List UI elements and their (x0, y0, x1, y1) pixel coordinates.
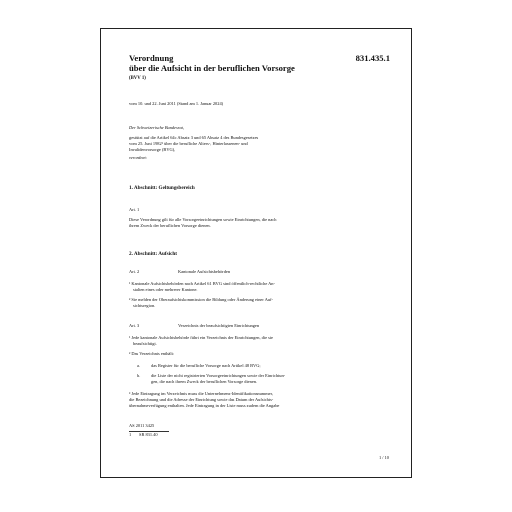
date-line: vom 10. und 22. Juni 2011 (Stand am 1. Januar 2024) (129, 101, 224, 106)
document-title-line1: Verordnung (129, 53, 174, 63)
preamble-basis-line3: Invalidenvorsorge (BVG), (129, 147, 176, 152)
preamble-verb: verordnet: (129, 155, 148, 160)
art3-p3-line1: ³ Jede Eintragung im Verzeichnis muss die Unternehmens-Identifikationsnummer, (129, 391, 273, 396)
footnote-text: SR 831.40 (139, 432, 158, 437)
art3-p1-line2: beaufsichtigt. (133, 341, 157, 346)
art2-p2-line1: ² Sie melden der Oberaufsichtskommission die Bildung oder Änderung einer Auf- (129, 297, 273, 302)
as-reference: AS 2011 3425 (129, 423, 155, 428)
document-title-line2: über die Aufsicht in der beruflichen Vorsorge (129, 63, 295, 73)
document-page (100, 28, 412, 478)
art3-p3-line2: die Bezeichnung und die Adresse der Einrichtung sowie das Datum der Aufsichts- (129, 397, 274, 402)
art2-p1-line1: ¹ Kantonale Aufsichtsbehörden nach Artikel 61 BVG sind öffentlich-rechtliche An- (129, 281, 275, 286)
preamble-basis-line1: gestützt auf die Artikel 64c Absatz 3 und 65 Absatz 4 des Bundesgesetzes (129, 135, 259, 140)
art1-line1: Diese Verordnung gilt für alle Vorsorgeeinrichtungen sowie Einrichtungen, die nach (129, 217, 277, 222)
art3-b-line1: die Liste der nicht registrierten Vorsorgeeinrichtungen sowie der Einrichtun- (151, 373, 286, 378)
section2-heading: 2. Abschnitt: Aufsicht (129, 251, 177, 257)
art3-p1-line1: ¹ Jede kantonale Aufsichtsbehörde führt ein Verzeichnis der Einrichtungen, die sie (129, 335, 274, 340)
art1-line2: ihrem Zweck der beruflichen Vorsorge dienen. (129, 223, 211, 228)
preamble-authority: Der Schweizerische Bundesrat, (129, 125, 184, 130)
art3-a-text: das Register für die berufliche Vorsorge nach Artikel 48 BVG; (151, 363, 261, 368)
art3-b-letter: b. (137, 373, 141, 378)
preamble-basis-line2: vom 25. Juni 1982¹ über die berufliche Alters-, Hinterlassenen- und (129, 141, 248, 146)
art2-p2-line2: sichtsregion. (133, 303, 156, 308)
art3-label: Art. 3 (129, 323, 140, 328)
sr-number: 831.435.1 (355, 53, 390, 63)
art3-title: Verzeichnis der beaufsichtigten Einrichtungen (178, 323, 260, 328)
art2-label: Art. 2 (129, 269, 140, 274)
art1-label: Art. 1 (129, 207, 140, 212)
footnote-mark: 1 (129, 432, 132, 437)
art3-p3-line3: übernahmeverfügung enthalten. Jede Eintragung in der Liste muss zudem die Angabe (129, 403, 280, 408)
document-abbreviation: (BVV 1) (129, 76, 146, 81)
art2-title: Kantonale Aufsichtsbehörden (178, 269, 231, 274)
art3-b-line2: gen, die nach ihrem Zweck der beruflichen Vorsorge dienen. (151, 379, 258, 384)
art2-p1-line2: stalten eines oder mehrerer Kantone. (133, 287, 198, 292)
page-number: 1 / 10 (378, 455, 389, 460)
art3-a-letter: a. (137, 363, 141, 368)
section1-heading: 1. Abschnitt: Geltungsbereich (129, 185, 195, 191)
art3-p2: ² Das Verzeichnis enthält: (129, 351, 175, 356)
